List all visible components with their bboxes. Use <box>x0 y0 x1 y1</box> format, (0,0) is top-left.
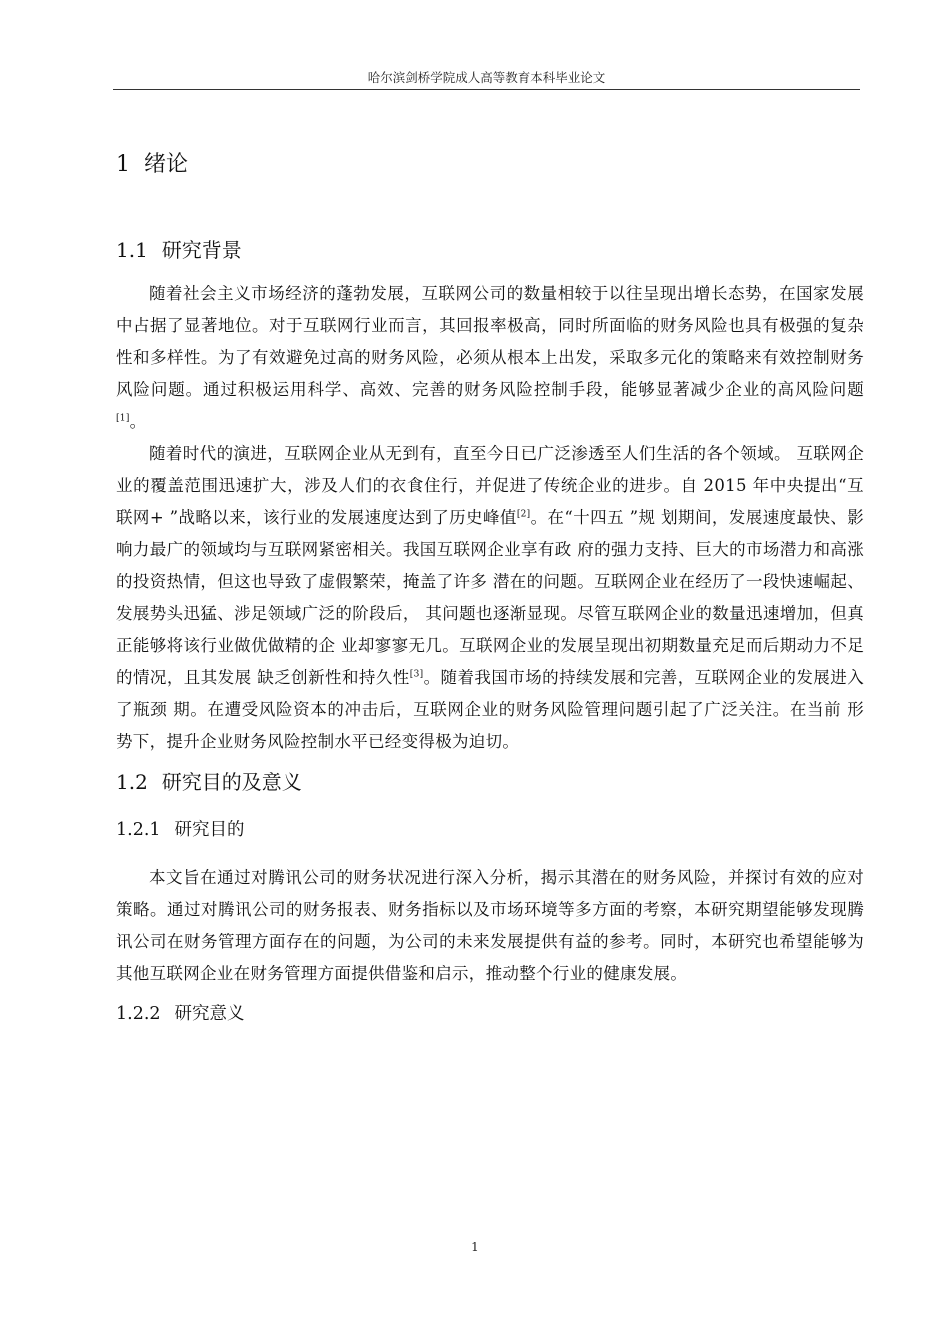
chapter-heading <box>116 150 864 180</box>
paragraph-text-a: 随着时代的演进，互联网企业从无到有，直至今日已广泛渗透至人们生活的各个领域。 互联网企业的覆盖范围迅速扩大，涉及人们的衣食住行，并促进了传统企业的进步。自 2015 年中央提出“互联网+ ”战略以来，该行业的发展速度达到了历史峰值 <box>116 444 864 527</box>
subsection-heading-1-2-2 <box>116 994 864 1034</box>
section-number: 1.1 <box>116 238 148 262</box>
paragraph-background-2 <box>116 438 864 758</box>
section-heading-1-1 <box>116 230 864 270</box>
citation-ref: [1] <box>116 413 130 424</box>
subsection-number: 1.2.2 <box>116 1004 161 1024</box>
citation-ref: [3] <box>409 669 424 680</box>
page-content <box>116 150 864 1034</box>
paragraph-text: 本文旨在通过对腾讯公司的财务状况进行深入分析，揭示其潜在的财务风险，并探讨有效的应对策略。通过对腾讯公司的财务报表、财务指标以及市场环境等多方面的考察，本研究期望能够发现腾讯公司在财务管理方面存在的问题，为公司的未来发展提供有益的参考。同时，本研究也希望能够为其他互联网企业在财务管理方面提供借鉴和启示，推动整个行业的健康发展。 <box>116 868 864 983</box>
page-header: 哈尔滨剑桥学院成人高等教育本科毕业论文 <box>113 68 860 90</box>
paragraph-tail: 。 <box>129 412 147 431</box>
citation-ref: [2] <box>516 509 531 520</box>
chapter-number: 1 <box>116 152 130 177</box>
subsection-number: 1.2.1 <box>116 820 161 840</box>
section-title: 研究背景 <box>161 238 242 262</box>
section-heading-1-2 <box>116 762 864 802</box>
paragraph-background-1 <box>116 278 864 438</box>
section-title: 研究目的及意义 <box>161 770 302 794</box>
paragraph-text: 随着社会主义市场经济的蓬勃发展，互联网公司的数量相较于以往呈现出增长态势，在国家发展中占据了显著地位。对于互联网行业而言，其回报率极高，同时所面临的财务风险也具有极强的复杂性和多样性。为了有效避免过高的财务风险，必须从根本上出发，采取多元化的策略来有效控制财务风险问题。通过积极运用科学、高效、完善的财务风险控制手段，能够显著减少企业的高风险问题 <box>116 284 864 399</box>
subsection-heading-1-2-1 <box>116 810 864 850</box>
subsection-title: 研究意义 <box>174 1004 245 1024</box>
paragraph-purpose <box>116 862 864 990</box>
subsection-title: 研究目的 <box>174 820 245 840</box>
paragraph-text-b: 。在“十四五 ”规 划期间，发展速度最快、影响力最广的领域均与互联网紧密相关。我国互联网企业享有政 府的强力支持、巨大的市场潜力和高涨的投资热情，但这也导致了虚假繁荣，掩盖了许多 潜在的问题。互联网企业在经历了一段快速崛起、发展势头迅猛、涉足领域广泛的阶段后， 其问题也逐渐显现。尽管互联网企业的数量迅速增加，但真正能够将该行业做优做精的企 业却寥寥无几。互联网企业的发展呈现出初期数量充足而后期动力不足的情况，且其发展 缺乏创新性和持久性 <box>116 508 864 687</box>
chapter-title: 绪论 <box>144 152 189 177</box>
section-number: 1.2 <box>116 770 148 794</box>
page-number: 1 <box>471 1240 479 1254</box>
paragraph-text-c: 。随着我国市场的持续发展和完善，互联网企业的发展进入了瓶颈 期。在遭受风险资本的冲击后，互联网企业的财务风险管理问题引起了广泛关注。在当前 形势下，提升企业财务风险控制水平已经变得极为迫切。 <box>116 668 864 751</box>
